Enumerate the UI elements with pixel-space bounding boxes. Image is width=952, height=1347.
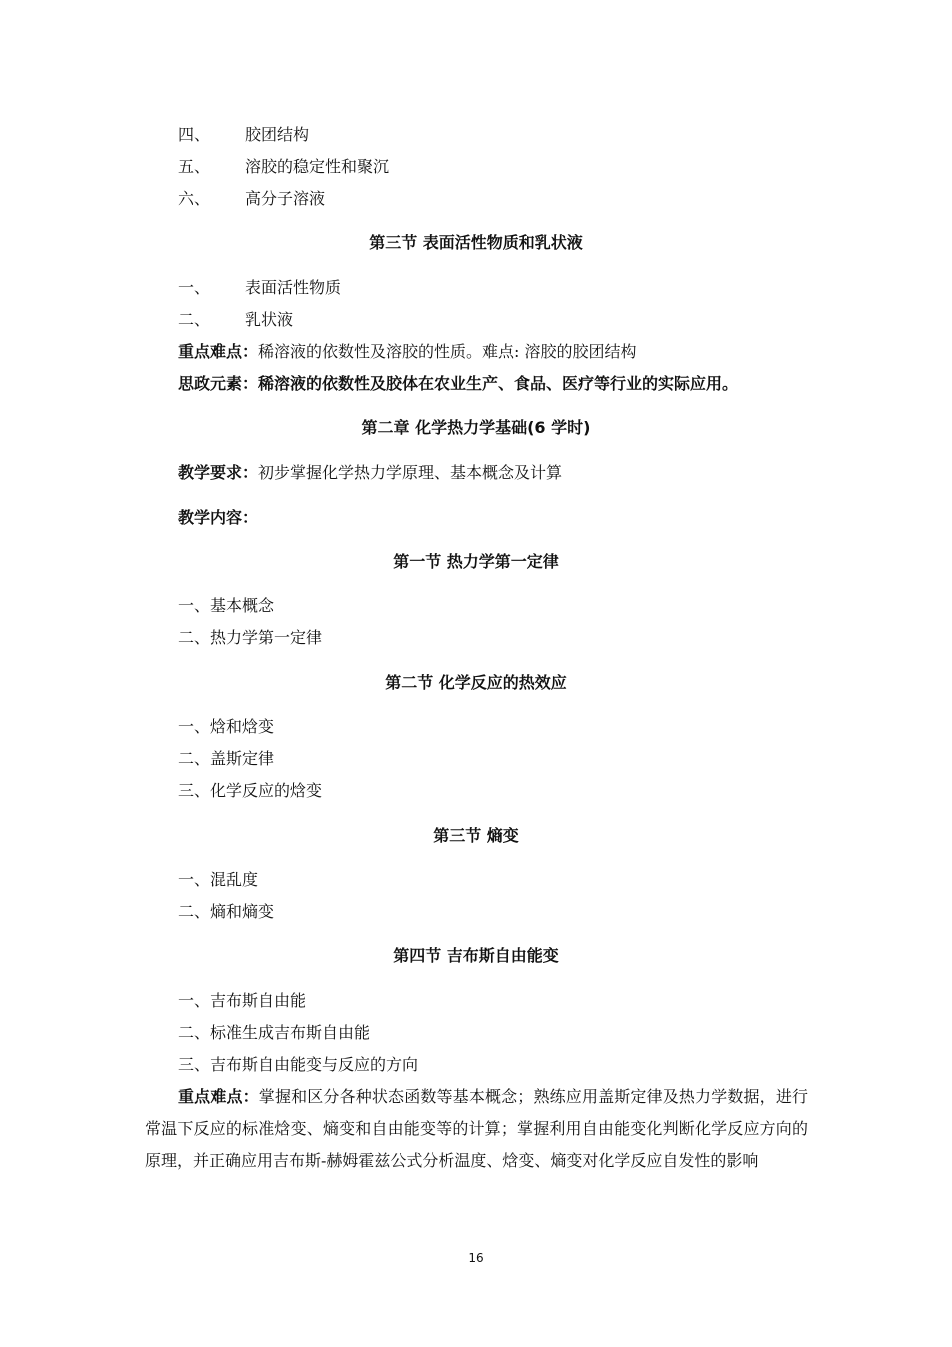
section-heading: 第四节 吉布斯自由能变 <box>393 946 559 965</box>
list-item: 二、标准生成吉布斯自由能 <box>178 1023 371 1042</box>
list-item: 二、盖斯定律 <box>178 749 275 768</box>
list-item: 六、 高分子溶液 <box>178 189 326 208</box>
list-item: 五、 溶胶的稳定性和聚沉 <box>178 157 390 176</box>
list-item: 三、吉布斯自由能变与反应的方向 <box>178 1055 419 1074</box>
teaching-requirement-label: 教学要求： <box>178 463 259 482</box>
chapter-heading: 第二章 化学热力学基础(6 学时) <box>361 418 591 437</box>
list-item: 一、吉布斯自由能 <box>178 991 307 1010</box>
section-heading: 第一节 热力学第一定律 <box>393 552 559 571</box>
key-points: 重点难点：稀溶液的依数性及溶胶的性质。难点: 溶胶的胶团结构 <box>178 342 637 361</box>
section-heading: 第三节 表面活性物质和乳状液 <box>369 233 583 252</box>
section-heading: 第三节 熵变 <box>433 826 519 845</box>
list-item: 四、 胶团结构 <box>178 125 310 144</box>
ideology-element: 思政元素：稀溶液的依数性及胶体在农业生产、食品、医疗等行业的实际应用。 <box>178 374 739 393</box>
page-number: 16 <box>468 1251 484 1265</box>
list-item: 一、 表面活性物质 <box>178 278 342 297</box>
teaching-requirement: 教学要求：初步掌握化学热力学原理、基本概念及计算 <box>178 463 563 482</box>
key-points-paragraph: 重点难点：掌握和区分各种状态函数等基本概念；熟练应用盖斯定律及热力学数据，进行常温下反应的标准焓变、熵变和自由能变等的计算；掌握利用自由能变化判断化学反应方向的原理，并正确应用吉布斯-赫姆霍兹公式分析温度、焓变、熵变对化学反应自发性的影响 <box>145 1087 808 1170</box>
list-item: 三、化学反应的焓变 <box>178 781 323 800</box>
list-item: 一、基本概念 <box>178 596 275 615</box>
list-item: 一、焓和焓变 <box>178 717 275 736</box>
list-item: 二、熵和熵变 <box>178 902 275 921</box>
list-item: 二、热力学第一定律 <box>178 628 323 647</box>
list-item: 一、混乱度 <box>178 870 259 889</box>
key-points-label: 重点难点： <box>178 342 259 361</box>
section-heading: 第二节 化学反应的热效应 <box>385 673 567 692</box>
list-item: 二、 乳状液 <box>178 310 294 329</box>
key-points-label: 重点难点： <box>178 1087 259 1106</box>
teaching-content-label: 教学内容： <box>178 508 259 527</box>
